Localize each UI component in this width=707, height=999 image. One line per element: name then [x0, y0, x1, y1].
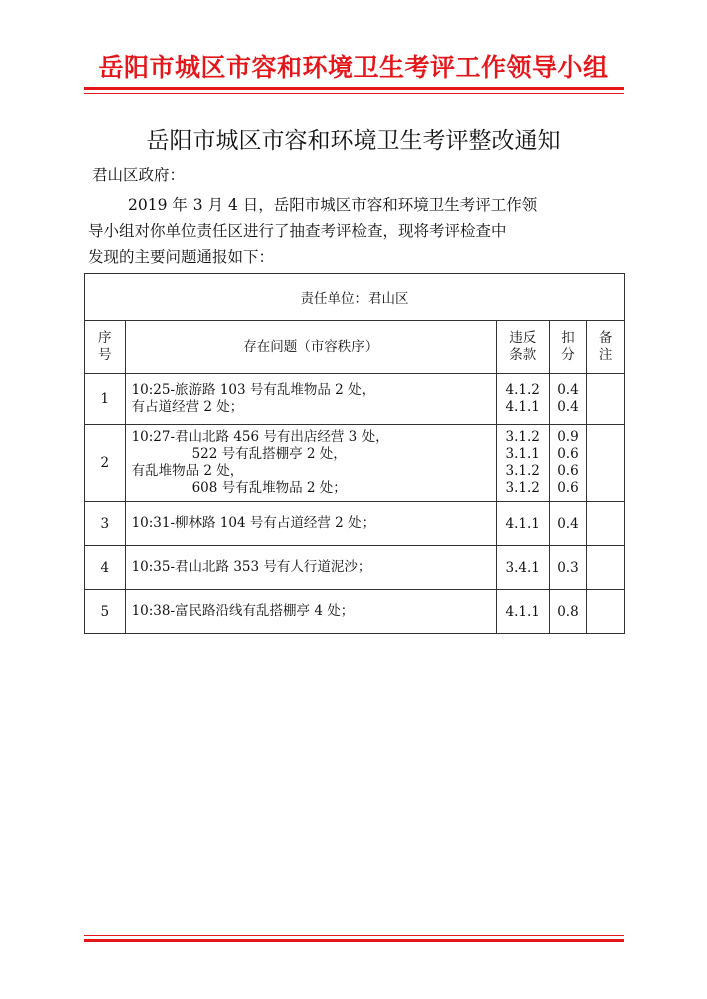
row-no: 5	[85, 590, 126, 634]
letterhead-title: 岳阳市城区市容和环境卫生考评工作领导小组	[98, 53, 609, 82]
row-score: 0.9 0.6 0.6 0.6	[549, 425, 587, 502]
row-code: 4.1.2 4.1.1	[496, 374, 549, 425]
row-score: 0.4 0.4	[549, 374, 587, 425]
row-note	[587, 546, 625, 590]
paragraph-line: 导小组对你单位责任区进行了抽查考评检查，现将考评检查中	[88, 222, 507, 240]
row-issue: 10:27-君山北路 456 号有出店经营 3 处， 522 号有乱搭棚亭 2 处， 有乱堆物品 2 处， 608 号有乱堆物品 2 处；	[125, 425, 496, 502]
row-issue: 10:38-富民路沿线有乱搭棚亭 4 处；	[125, 590, 496, 634]
row-no: 2	[85, 425, 126, 502]
table-header-row	[85, 321, 625, 374]
header-code: 违反 条款	[496, 321, 549, 374]
footer-rule-thick	[84, 939, 624, 942]
row-code: 3.1.2 3.1.1 3.1.2 3.1.2	[496, 425, 549, 502]
row-note	[587, 425, 625, 502]
row-no: 1	[85, 374, 126, 425]
responsible-unit-cell: 责任单位：君山区	[85, 274, 625, 321]
row-note	[587, 590, 625, 634]
paragraph-line: 2019 年 3 月 4 日，岳阳市城区市容和环境卫生考评工作领	[128, 196, 538, 214]
table-row	[85, 425, 625, 502]
paragraph-line: 发现的主要问题通报如下：	[88, 248, 275, 266]
table-row	[85, 546, 625, 590]
row-note	[587, 374, 625, 425]
letterhead-rule-thin	[84, 93, 624, 94]
row-issue: 10:35-君山北路 353 号有人行道泥沙；	[125, 546, 496, 590]
row-code: 3.4.1	[496, 546, 549, 590]
addressee: 君山区政府：	[92, 166, 186, 184]
table-row	[85, 590, 625, 634]
row-score: 0.3	[549, 546, 587, 590]
header-issue: 存在问题（市容秩序）	[125, 321, 496, 374]
row-issue: 10:25-旅游路 103 号有乱堆物品 2 处， 有占道经营 2 处；	[125, 374, 496, 425]
footer-rule-thin	[84, 935, 624, 936]
row-note	[587, 502, 625, 546]
header-note: 备 注	[587, 321, 625, 374]
row-no: 4	[85, 546, 126, 590]
table-row	[85, 374, 625, 425]
notice-paragraph	[88, 192, 628, 270]
row-score: 0.4	[549, 502, 587, 546]
table-row	[85, 502, 625, 546]
header-score: 扣 分	[549, 321, 587, 374]
row-no: 3	[85, 502, 126, 546]
notice-title: 岳阳市城区市容和环境卫生考评整改通知	[146, 128, 561, 154]
row-code: 4.1.1	[496, 502, 549, 546]
row-issue: 10:31-柳林路 104 号有占道经营 2 处；	[125, 502, 496, 546]
row-score: 0.8	[549, 590, 587, 634]
header-no: 序 号	[85, 321, 126, 374]
letterhead-rule-thick	[84, 87, 624, 90]
row-code: 4.1.1	[496, 590, 549, 634]
inspection-table	[84, 273, 625, 634]
